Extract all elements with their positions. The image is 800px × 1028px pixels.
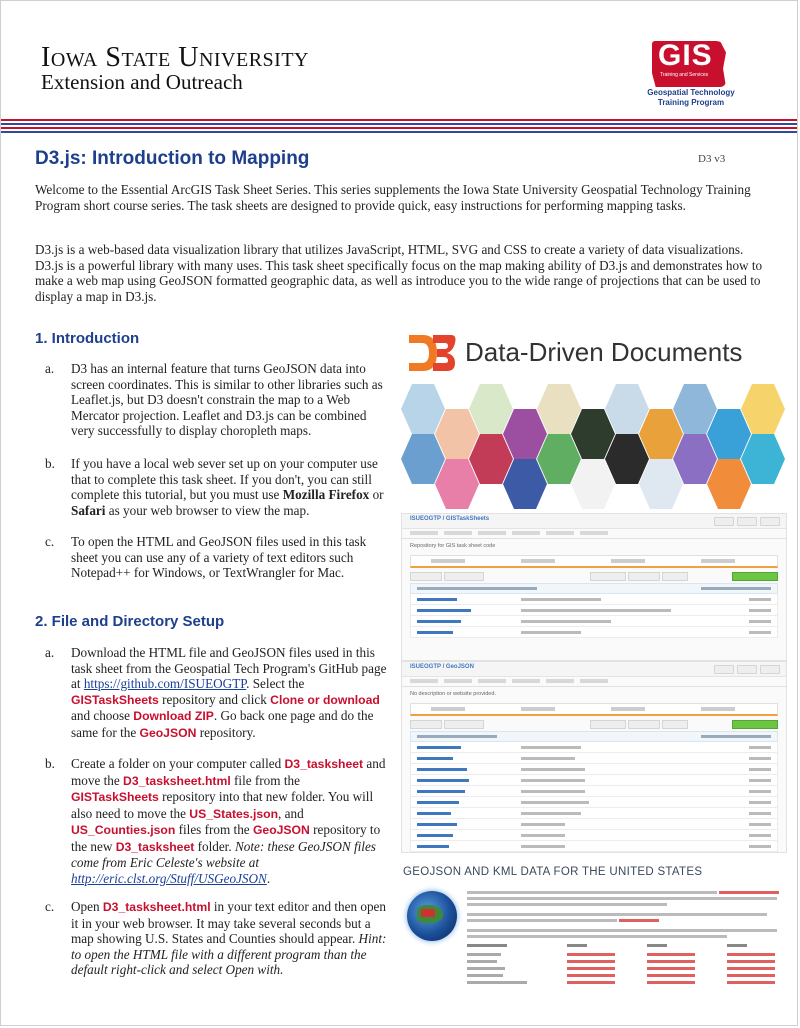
file-row — [410, 808, 778, 819]
item-text: To open the HTML and GeoJSON files used in this task sheet you can use any of a variety of text editors such Notepad++ for Windows, or TextWrangler for Mac. — [71, 534, 367, 580]
intro-paragraph-1: Welcome to the Essential ArcGIS Task Sheet Series. This series supplements the Iowa State University Geospatial Technology Training Program short course series. The task sheets are designed to provide quick, easy instructions for performing mapping tasks. — [35, 182, 751, 213]
geojson-term: GeoJSON — [252, 823, 310, 837]
unwatch-button — [714, 665, 734, 674]
file-row — [410, 841, 778, 852]
repo-buttons — [714, 665, 780, 674]
safari-text: Safari — [71, 502, 106, 518]
text-run: . Go back one page and do the same for the — [71, 708, 374, 740]
text-run: . Select the — [246, 676, 305, 691]
text-run: in your text editor and then open it in your web browser. It may take several seconds but a map showing U.S. States and Counties should appear. — [71, 899, 387, 946]
section-file-setup-heading: 2. File and Directory Setup — [35, 613, 225, 630]
fork-button — [760, 665, 780, 674]
latest-commit-row — [410, 731, 778, 742]
text-run: Download the HTML file and GeoJSON files used in this task sheet from the Geospatial Tech Program's GitHub page at — [71, 645, 387, 691]
file-row — [410, 819, 778, 830]
clone-download-button — [732, 720, 778, 729]
text-run: . — [266, 870, 271, 886]
header-stripe-divider — [1, 119, 798, 133]
item-label: c. — [45, 899, 55, 914]
text-run: Create a folder on your computer called — [71, 756, 285, 771]
note-text: Note: these GeoJSON files come from Eric Celeste's website at — [71, 838, 376, 870]
file-row — [410, 605, 778, 616]
file-row — [410, 786, 778, 797]
geojson-source-link[interactable]: http://eric.clst.org/Stuff/USGeoJSON — [71, 870, 267, 886]
file-row — [410, 830, 778, 841]
html-file-term: D3_tasksheet.html — [102, 900, 211, 914]
folder-name-term: D3_tasksheet — [115, 839, 195, 854]
file-row — [410, 594, 778, 605]
gis-logo-small-text: Training and Services — [660, 72, 709, 78]
html-file-term: D3_tasksheet.html — [123, 773, 231, 788]
text-run: repository and click — [158, 691, 271, 707]
us-states-file-term: US_States.json — [189, 806, 279, 821]
geojson-kml-website-screenshot — [401, 861, 785, 1001]
github-gistasksheets-screenshot — [401, 513, 787, 661]
university-subtitle: Extension and Outreach — [41, 70, 243, 94]
star-button — [737, 517, 757, 526]
item-label: a. — [45, 361, 55, 376]
download-zip-term: Download ZIP — [133, 709, 214, 723]
text-run: as your web browser to view the map. — [105, 502, 310, 518]
repo-description: Repository for GIS task sheet code — [410, 543, 496, 549]
repo-header — [402, 514, 786, 529]
repo-toolbar — [410, 571, 778, 581]
folder-name-term: D3_tasksheet — [284, 757, 364, 771]
item-text — [71, 756, 389, 886]
text-run: If you have a local web sever set up on your computer use that to complete this task sheet. If you don't, you can still complete this tutorial, but you must use — [71, 456, 378, 502]
file-row — [410, 753, 778, 764]
text-run: repository. — [196, 724, 256, 740]
clone-or-download-term: Clone or download — [270, 692, 380, 707]
item-text — [71, 899, 389, 978]
item-text — [71, 456, 389, 518]
item-label: c. — [45, 534, 55, 549]
repo-buttons — [714, 517, 780, 526]
item-label: b. — [45, 756, 55, 771]
repo-description: No description or website provided. — [410, 691, 496, 697]
repo-name: ISUEOGTP / GISTaskSheets — [410, 516, 490, 522]
repo-stats-bar — [410, 703, 778, 716]
kml-page-title: GEOJSON AND KML DATA FOR THE UNITED STATES — [403, 866, 703, 878]
item-text: D3 has an internal feature that turns GeoJSON data into screen coordinates. This is similar to other libraries such as Leaflet.js, but D3 doesn't constrain the map to a Web Mercator projection. Leaflet and D3.js can be combined very successfully to display choropleth maps. — [71, 361, 383, 438]
text-run: and move the — [71, 756, 386, 788]
gis-logo-text: GIS — [658, 39, 713, 72]
repo-name: ISUEOGTP / GeoJSON — [410, 664, 474, 670]
text-run: Open — [71, 899, 103, 914]
github-geojson-screenshot — [401, 661, 787, 853]
fork-button — [760, 517, 780, 526]
latest-commit-row — [410, 583, 778, 594]
unwatch-button — [714, 517, 734, 526]
file-row — [410, 775, 778, 786]
file-row — [410, 742, 778, 753]
intro-paragraph-2: D3.js is a web-based data visualization library that utilizes JavaScript, HTML, SVG and CSS to create a variety of data visualizations. D3.js is a powerful library with many uses. This task sheet specifically focus on the map making ability of D3.js and demonstrates how to make a web map using GeoJSON formatted geographic data, as well as introduce you to the wide range of projections that can be used to display a map in D3.js. — [35, 242, 763, 304]
text-run: file from the — [230, 772, 300, 788]
file-row — [410, 764, 778, 775]
d3-gallery-image — [401, 379, 785, 509]
clone-download-button — [732, 572, 778, 581]
gistasksheets-term: GISTaskSheets — [71, 790, 159, 804]
gistasksheets-term: GISTaskSheets — [71, 692, 159, 707]
gis-logo-caption-line1: Geospatial Technology — [647, 88, 735, 97]
item-label: a. — [45, 645, 55, 660]
text-run: , and — [278, 805, 304, 821]
github-link[interactable]: https://github.com/ISUEOGTP — [83, 676, 247, 691]
file-row — [410, 616, 778, 627]
item-text — [71, 645, 389, 741]
gis-logo-caption — [646, 88, 736, 108]
text-run: or — [369, 487, 384, 502]
geojson-term: GeoJSON — [139, 725, 197, 740]
text-run: folder. — [194, 838, 235, 854]
university-name: Iowa State University — [41, 42, 309, 73]
repo-header — [402, 662, 786, 677]
d3-banner — [405, 327, 785, 379]
section-introduction-heading: 1. Introduction — [35, 330, 140, 347]
repo-stats-bar — [410, 555, 778, 568]
d3-tagline: Data-Driven Documents — [465, 337, 743, 367]
repo-tabs — [402, 677, 786, 687]
file-row — [410, 627, 778, 638]
star-button — [737, 665, 757, 674]
globe-icon — [407, 891, 457, 941]
hint-text: Hint: to open the HTML file with a different program than the default right-click and select Open with. — [71, 931, 387, 977]
version-label: D3 v3 — [698, 153, 726, 165]
text-run: files from the — [175, 822, 253, 837]
file-row — [410, 797, 778, 808]
text-run: and choose — [71, 708, 134, 723]
repo-tabs — [402, 529, 786, 539]
d3-logo-icon — [407, 331, 457, 375]
item-label: b. — [45, 456, 55, 471]
firefox-text: Mozilla Firefox — [282, 487, 370, 502]
gis-training-logo — [646, 39, 735, 111]
gis-logo-caption-line2: Training Program — [657, 98, 725, 107]
text-run: repository into that new folder. You will also need to move the — [71, 789, 374, 821]
page-title: D3.js: Introduction to Mapping — [35, 148, 310, 169]
us-counties-file-term: US_Counties.json — [71, 823, 176, 837]
repo-toolbar — [410, 719, 778, 729]
text-run: repository to the new — [71, 822, 381, 854]
